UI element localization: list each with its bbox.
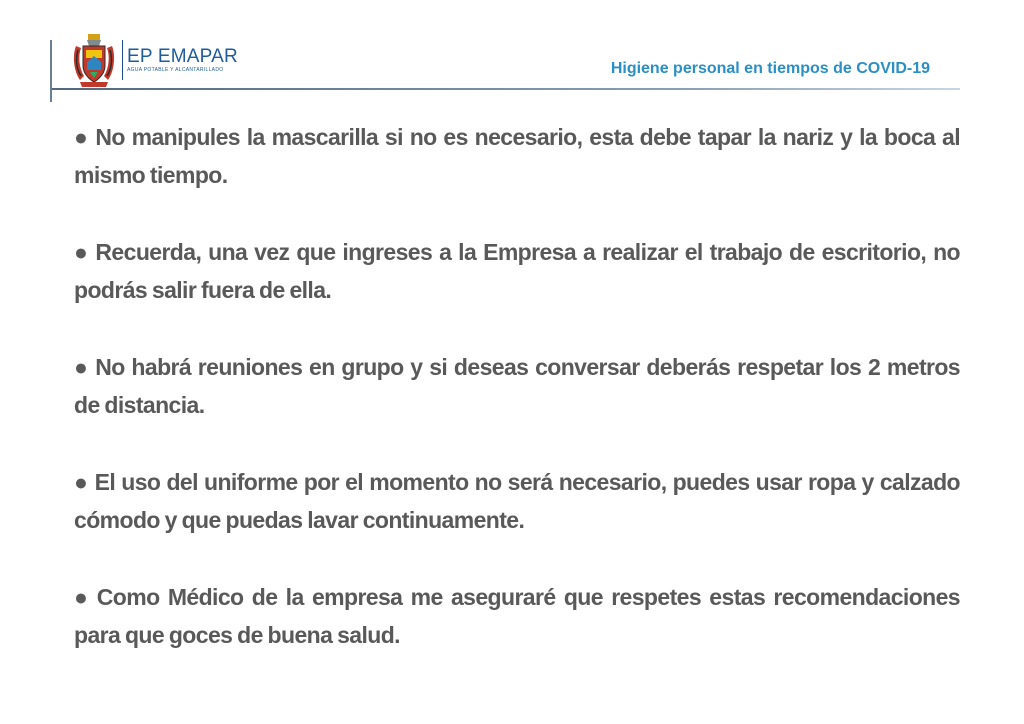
coat-of-arms-icon (72, 32, 116, 88)
list-item-text: Como Médico de la empresa me aseguraré que respetes estas recomendaciones para que goces de buena salud. (74, 584, 960, 648)
list-item (74, 578, 960, 654)
list-item (74, 233, 960, 309)
bullet-dot-icon: ● (74, 584, 91, 610)
logo-name: EP EMAPAR (127, 45, 238, 67)
list-item (74, 463, 960, 539)
bullet-dot-icon: ● (74, 469, 89, 495)
logo-text (127, 47, 238, 74)
bullet-dot-icon: ● (74, 124, 90, 150)
list-item-text: No habrá reuniones en grupo y si deseas conversar deberás respetar los 2 metros de distancia. (74, 354, 960, 418)
bullet-dot-icon: ● (74, 239, 90, 265)
company-logo (72, 32, 238, 88)
list-item-text: El uso del uniforme por el momento no será necesario, puedes usar ropa y calzado cómodo y que puedas lavar continuamente. (74, 469, 960, 533)
header-rule (52, 88, 960, 90)
logo-tagline: AGUA POTABLE Y ALCANTARILLADO (127, 66, 224, 73)
document-title: Higiene personal en tiempos de COVID-19 (610, 60, 930, 77)
list-item (74, 118, 960, 194)
header-left-rule (50, 40, 52, 102)
recommendations-list (74, 118, 960, 693)
logo-divider (122, 40, 123, 80)
list-item-text: No manipules la mascarilla si no es necesario, esta debe tapar la nariz y la boca al mismo tiempo. (74, 124, 960, 188)
list-item-text: Recuerda, una vez que ingreses a la Empresa a realizar el trabajo de escritorio, no podrás salir fuera de ella. (74, 239, 960, 303)
list-item (74, 348, 960, 424)
bullet-dot-icon: ● (74, 354, 90, 380)
